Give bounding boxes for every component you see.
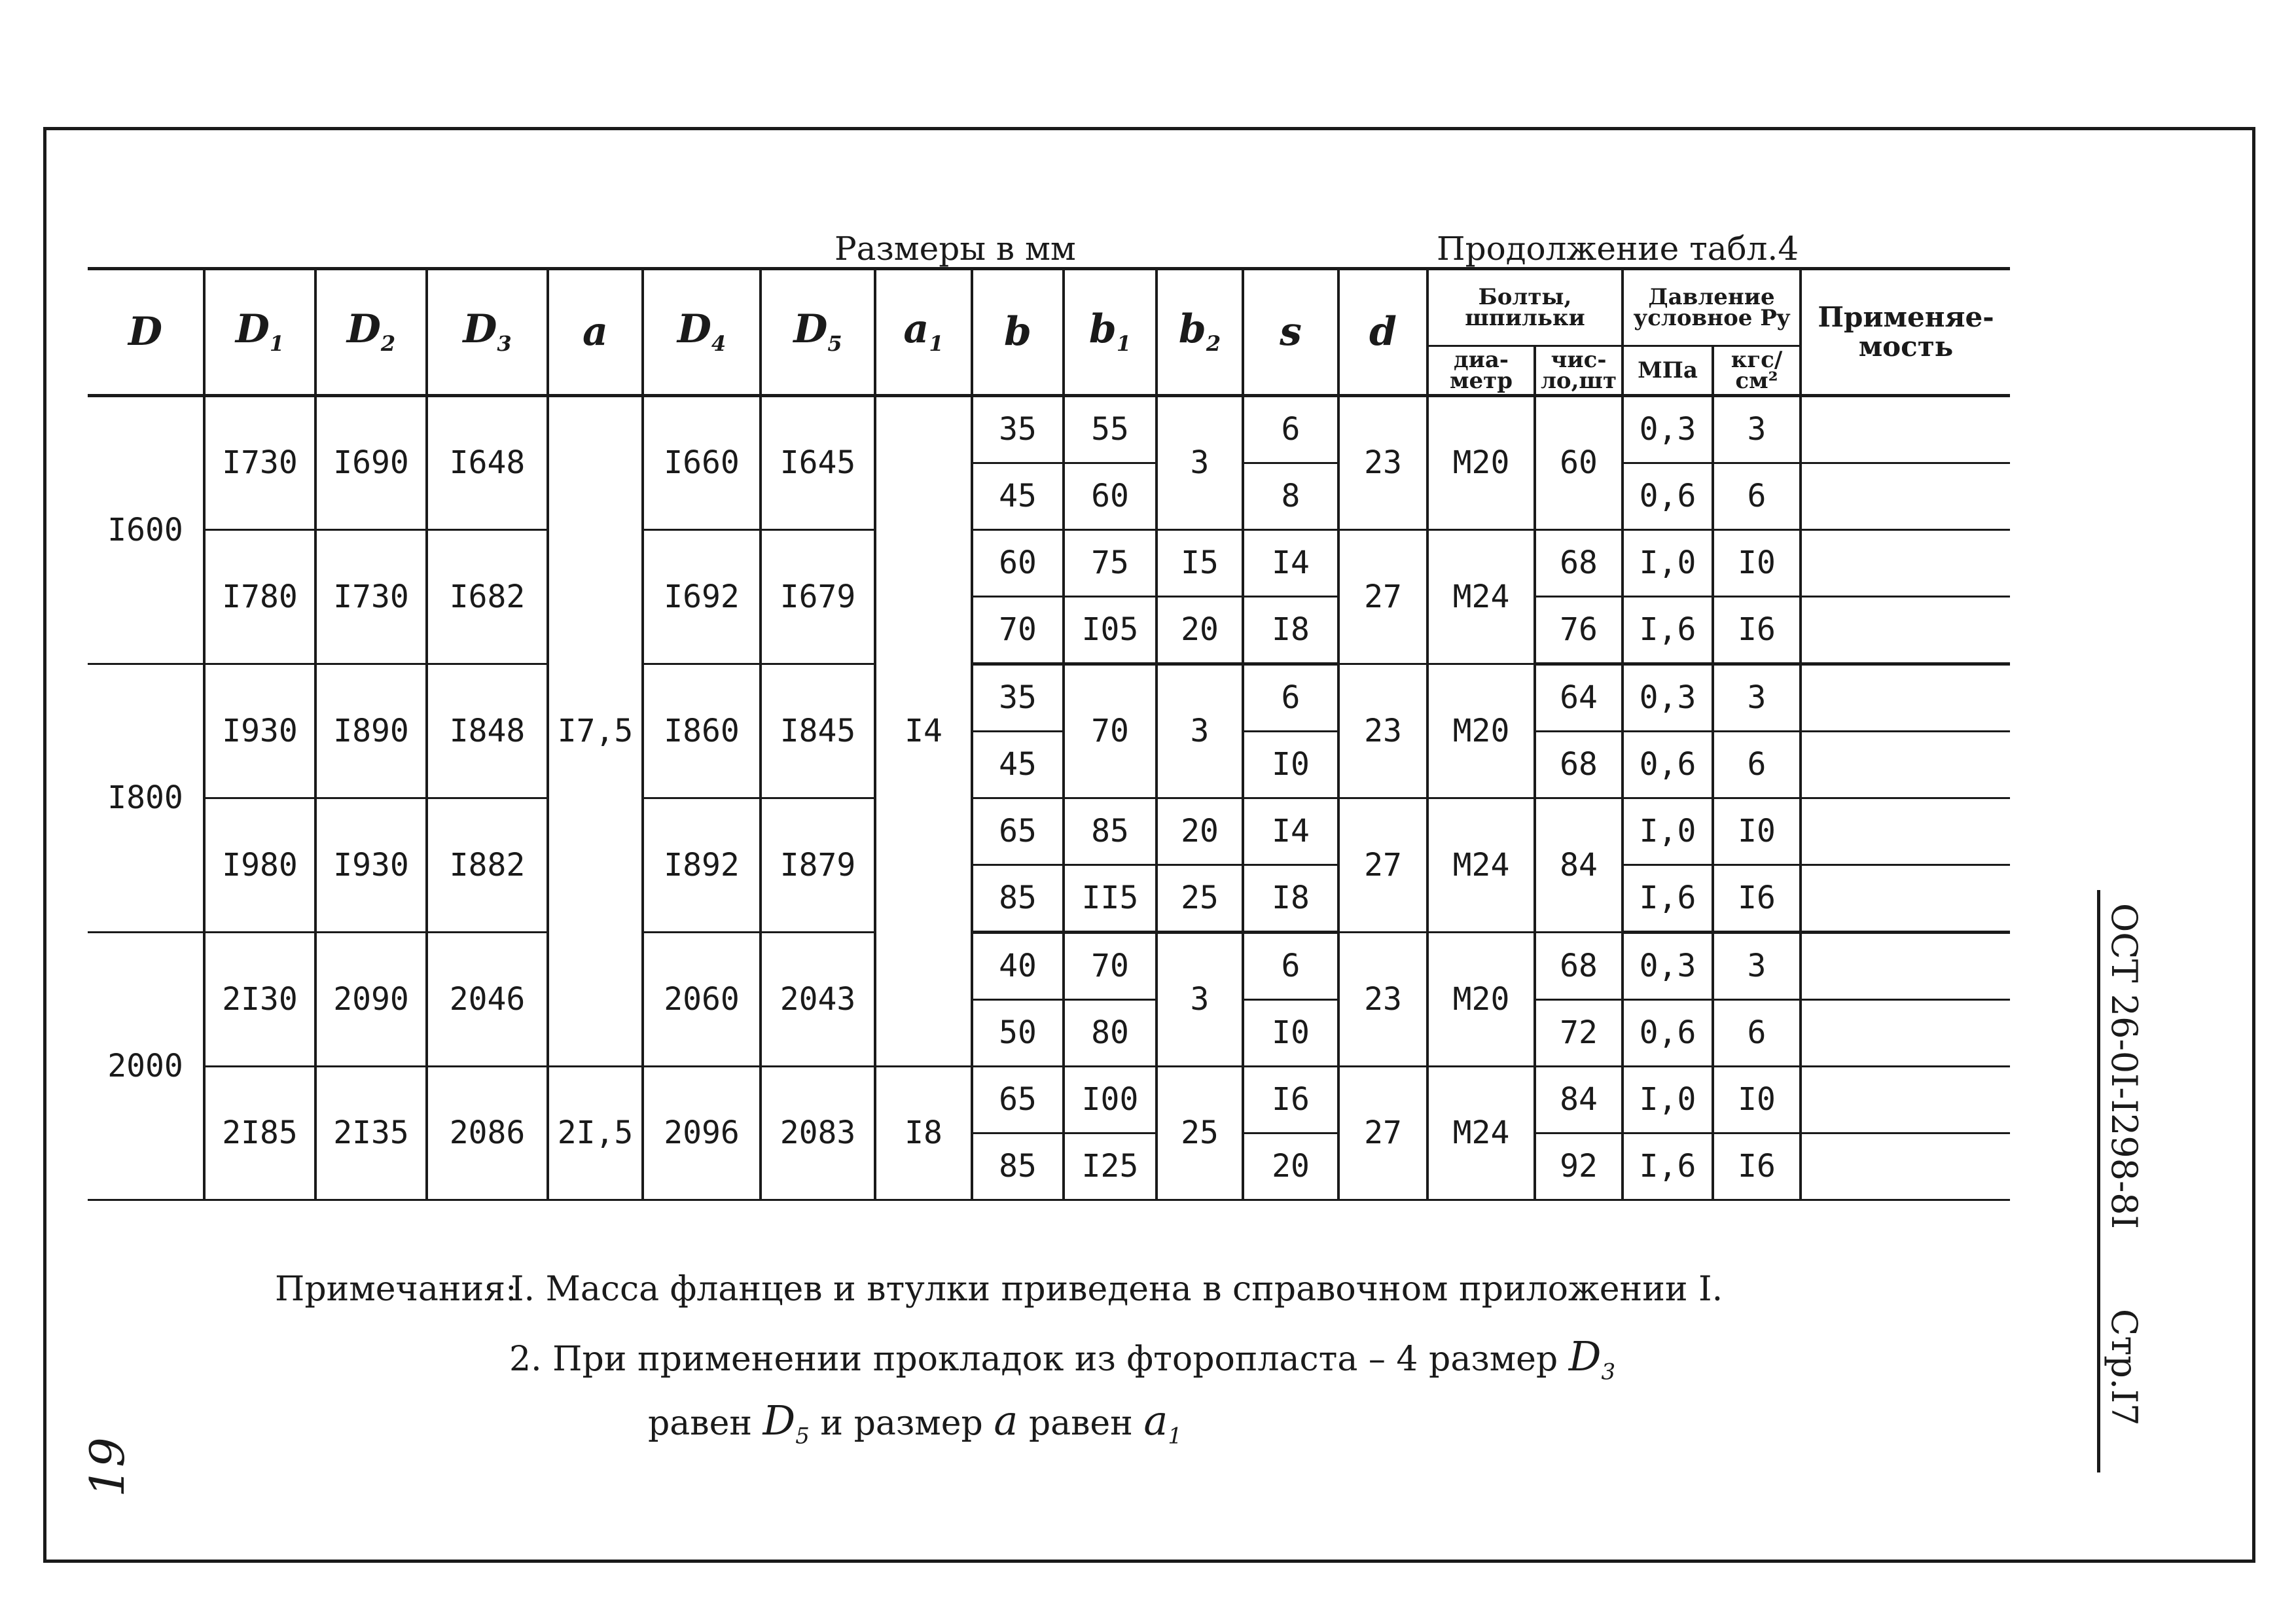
cell-b: 60: [972, 530, 1064, 597]
cell-bolt-count: 68: [1535, 732, 1623, 798]
cell-s: I4: [1243, 798, 1338, 865]
cell-D4: I892: [643, 798, 761, 933]
cell-d: 27: [1338, 798, 1427, 933]
cell-b: 45: [972, 732, 1064, 798]
cell-applicability: [1801, 530, 2010, 597]
cell-D2: I930: [315, 798, 427, 933]
notes-heading: Примечания:: [275, 1270, 517, 1309]
cell-bolt-diameter: M24: [1427, 1067, 1535, 1200]
cell-D2: I890: [315, 664, 427, 798]
cell-b1: 80: [1064, 1000, 1157, 1067]
header-b: b: [972, 269, 1064, 396]
cell-b1: 55: [1064, 396, 1157, 463]
cell-bolt-diameter: M20: [1427, 396, 1535, 530]
cell-s: 6: [1243, 933, 1338, 1000]
note-2-text: 2. При применении прокладок из фторопласта – 4 размер: [509, 1340, 1558, 1379]
cell-pressure-mpa: 0,6: [1623, 732, 1713, 798]
cell-b1: 70: [1064, 664, 1157, 798]
flange-dimensions-table: [88, 267, 2010, 1201]
title-block-divider: [2097, 890, 2100, 1472]
title-block-strip: [2063, 890, 2145, 1479]
cell-b: 40: [972, 933, 1064, 1000]
cell-bolt-count: 68: [1535, 933, 1623, 1000]
cell-b: 35: [972, 664, 1064, 732]
header-pressure: Давление условное Py: [1623, 269, 1801, 346]
header-D4: $D_4$: [643, 269, 761, 396]
cell-D1: I980: [204, 798, 315, 933]
header-D: D: [88, 269, 204, 396]
cell-applicability: [1801, 597, 2010, 664]
cell-applicability: [1801, 798, 2010, 865]
cell-D4: I860: [643, 664, 761, 798]
cell-D3: I682: [427, 530, 548, 664]
cell-pressure-kgf: 3: [1713, 664, 1801, 732]
cell-D3: 2086: [427, 1067, 548, 1200]
cell-applicability: [1801, 865, 2010, 933]
header-pressure-mpa: МПа: [1623, 346, 1713, 396]
cell-pressure-mpa: 0,6: [1623, 1000, 1713, 1067]
cell-b: 45: [972, 463, 1064, 530]
note-1: I. Масса фланцев и втулки приведена в справочном приложении I.: [511, 1270, 1723, 1309]
cell-bolt-count: 92: [1535, 1133, 1623, 1200]
cell-D4: I692: [643, 530, 761, 664]
cell-pressure-mpa: 0,3: [1623, 933, 1713, 1000]
header-bolt-count: чис- ло,шт: [1535, 346, 1623, 396]
cell-b1: 75: [1064, 530, 1157, 597]
cell-pressure-kgf: I0: [1713, 798, 1801, 865]
header-D2: $D_2$: [315, 269, 427, 396]
cell-b: 65: [972, 798, 1064, 865]
cell-applicability: [1801, 1133, 2010, 1200]
cell-b2: 25: [1157, 1067, 1243, 1200]
header-D5: $D_5$: [761, 269, 875, 396]
cell-a: I7,5: [548, 396, 643, 1067]
header-a1: $a_1$: [875, 269, 972, 396]
cell-bolt-count: 60: [1535, 396, 1623, 530]
cell-D4: I660: [643, 396, 761, 530]
cell-pressure-mpa: 0,3: [1623, 396, 1713, 463]
cell-bolt-count: 76: [1535, 597, 1623, 664]
cell-pressure-mpa: I,0: [1623, 530, 1713, 597]
cell-bolt-count: 68: [1535, 530, 1623, 597]
header-pressure-kgf: кгс/см²: [1713, 346, 1801, 396]
cell-b: 35: [972, 396, 1064, 463]
cell-s: I6: [1243, 1067, 1338, 1133]
cell-d: 23: [1338, 396, 1427, 530]
cell-b: 70: [972, 597, 1064, 664]
cell-s: I4: [1243, 530, 1338, 597]
cell-s: 20: [1243, 1133, 1338, 1200]
cell-applicability: [1801, 664, 2010, 732]
cell-bolt-count: 84: [1535, 798, 1623, 933]
cell-d: 27: [1338, 1067, 1427, 1200]
cell-bolt-count: 84: [1535, 1067, 1623, 1133]
cell-b2: 20: [1157, 798, 1243, 865]
note-2-continuation: равен $D_5$ и размер a равен $a_1$: [648, 1397, 1182, 1450]
cell-pressure-mpa: I,6: [1623, 865, 1713, 933]
cell-s: I8: [1243, 865, 1338, 933]
cell-D4: 2096: [643, 1067, 761, 1200]
header-b2: $b_2$: [1157, 269, 1243, 396]
cell-bolt-count: 72: [1535, 1000, 1623, 1067]
cell-pressure-mpa: I,0: [1623, 1067, 1713, 1133]
cell-bolt-diameter: M20: [1427, 933, 1535, 1067]
cell-D3: I882: [427, 798, 548, 933]
cell-D1: 2I30: [204, 933, 315, 1067]
cell-b2: 3: [1157, 664, 1243, 798]
cell-pressure-kgf: 6: [1713, 1000, 1801, 1067]
cell-pressure-mpa: 0,6: [1623, 463, 1713, 530]
cell-b2: 20: [1157, 597, 1243, 664]
cell-D1: I730: [204, 396, 315, 530]
cell-applicability: [1801, 1000, 2010, 1067]
cell-D2: I690: [315, 396, 427, 530]
cell-a1: I4: [875, 396, 972, 1067]
sheet-number: 19: [79, 1437, 135, 1497]
cell-d: 23: [1338, 664, 1427, 798]
cell-s: I8: [1243, 597, 1338, 664]
cell-b2: I5: [1157, 530, 1243, 597]
cell-D2: I730: [315, 530, 427, 664]
cell-b1: I05: [1064, 597, 1157, 664]
cell-d: 23: [1338, 933, 1427, 1067]
cell-a: 2I,5: [548, 1067, 643, 1200]
cell-b: 85: [972, 865, 1064, 933]
cell-pressure-mpa: I,6: [1623, 1133, 1713, 1200]
header-bolt-diameter: диа- метр: [1427, 346, 1535, 396]
table-continuation-caption: Продолжение табл.4: [1437, 230, 1799, 268]
header-D1: $D_1$: [204, 269, 315, 396]
header-bolts: Болты, шпильки: [1427, 269, 1623, 346]
cell-D: I800: [88, 664, 204, 933]
cell-D3: I648: [427, 396, 548, 530]
cell-D1: I930: [204, 664, 315, 798]
cell-s: 6: [1243, 664, 1338, 732]
cell-pressure-kgf: I6: [1713, 865, 1801, 933]
cell-s: 8: [1243, 463, 1338, 530]
cell-applicability: [1801, 1067, 2010, 1133]
header-a: a: [548, 269, 643, 396]
header-s: s: [1243, 269, 1338, 396]
cell-pressure-kgf: 3: [1713, 396, 1801, 463]
cell-D: I600: [88, 396, 204, 664]
cell-pressure-kgf: I0: [1713, 1067, 1801, 1133]
cell-b2: 3: [1157, 933, 1243, 1067]
cell-applicability: [1801, 933, 2010, 1000]
cell-bolt-diameter: M24: [1427, 798, 1535, 933]
cell-b1: 85: [1064, 798, 1157, 865]
cell-applicability: [1801, 396, 2010, 463]
cell-pressure-mpa: 0,3: [1623, 664, 1713, 732]
cell-pressure-kgf: 6: [1713, 732, 1801, 798]
cell-D1: I780: [204, 530, 315, 664]
cell-pressure-mpa: I,0: [1623, 798, 1713, 865]
cell-D5: I879: [761, 798, 875, 933]
cell-D5: I845: [761, 664, 875, 798]
page-number: Стр.I7: [2104, 1309, 2145, 1426]
cell-s: I0: [1243, 1000, 1338, 1067]
cell-D5: 2043: [761, 933, 875, 1067]
cell-b1: I25: [1064, 1133, 1157, 1200]
cell-b: 65: [972, 1067, 1064, 1133]
cell-applicability: [1801, 463, 2010, 530]
units-caption: Размеры в мм: [834, 230, 1076, 268]
cell-D2: 2090: [315, 933, 427, 1067]
cell-pressure-kgf: I6: [1713, 597, 1801, 664]
header-applicability: Применяе- мость: [1801, 269, 2010, 396]
cell-pressure-kgf: I6: [1713, 1133, 1801, 1200]
note-2-symbol: $D_3$: [1568, 1332, 1616, 1385]
cell-pressure-kgf: 3: [1713, 933, 1801, 1000]
cell-D3: I848: [427, 664, 548, 798]
cell-b1: 60: [1064, 463, 1157, 530]
cell-s: 6: [1243, 396, 1338, 463]
cell-D5: I679: [761, 530, 875, 664]
header-D3: $D_3$: [427, 269, 548, 396]
cell-bolt-count: 64: [1535, 664, 1623, 732]
cell-b1: I00: [1064, 1067, 1157, 1133]
cell-D1: 2I85: [204, 1067, 315, 1200]
cell-b: 85: [972, 1133, 1064, 1200]
cell-D5: 2083: [761, 1067, 875, 1200]
cell-pressure-mpa: I,6: [1623, 597, 1713, 664]
cell-bolt-diameter: M24: [1427, 530, 1535, 664]
cell-D5: I645: [761, 396, 875, 530]
cell-D3: 2046: [427, 933, 548, 1067]
cell-D: 2000: [88, 933, 204, 1200]
cell-b1: II5: [1064, 865, 1157, 933]
cell-bolt-diameter: M20: [1427, 664, 1535, 798]
cell-b2: 3: [1157, 396, 1243, 530]
cell-b: 50: [972, 1000, 1064, 1067]
cell-pressure-kgf: I0: [1713, 530, 1801, 597]
cell-pressure-kgf: 6: [1713, 463, 1801, 530]
cell-d: 27: [1338, 530, 1427, 664]
cell-s: I0: [1243, 732, 1338, 798]
header-d: d: [1338, 269, 1427, 396]
header-b1: $b_1$: [1064, 269, 1157, 396]
cell-applicability: [1801, 732, 2010, 798]
standard-designation: ОСТ 26-0I-I298-8I: [2104, 903, 2145, 1229]
note-2: [509, 1332, 1616, 1385]
cell-D4: 2060: [643, 933, 761, 1067]
cell-D2: 2I35: [315, 1067, 427, 1200]
cell-b2: 25: [1157, 865, 1243, 933]
cell-a1: I8: [875, 1067, 972, 1200]
cell-b1: 70: [1064, 933, 1157, 1000]
